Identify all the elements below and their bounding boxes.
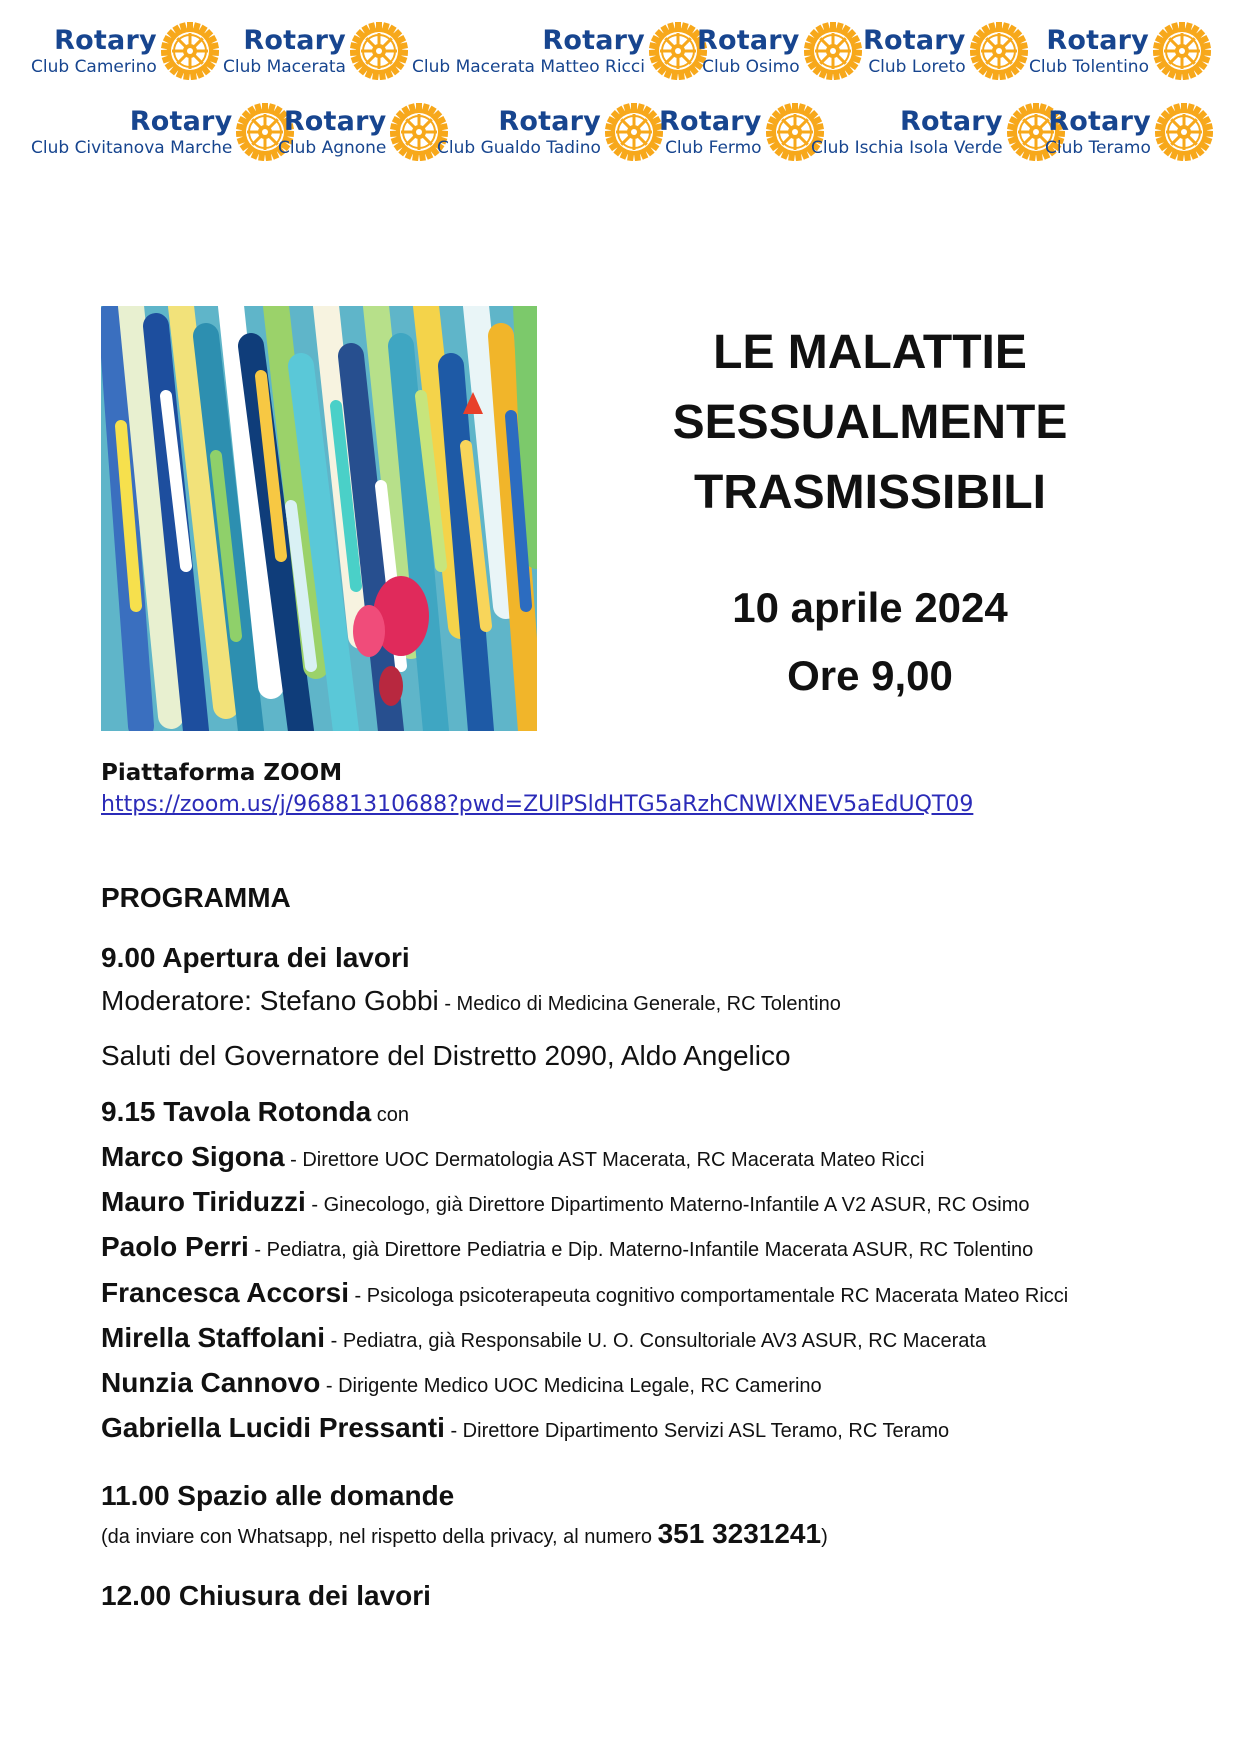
speaker-role: - Psicologa psicoterapeuta cognitivo comportamentale RC Macerata Mateo Ricci bbox=[349, 1285, 1069, 1307]
rotary-wheel-icon bbox=[605, 103, 663, 161]
club-name: Club Ischia Isola Verde bbox=[811, 137, 1003, 158]
logo-rotary-club-fermo bbox=[659, 99, 824, 165]
club-name: Club Civitanova Marche bbox=[31, 137, 233, 158]
speaker-role: - Dirigente Medico UOC Medicina Legale, RC Camerino bbox=[320, 1375, 822, 1397]
club-name: Club Loreto bbox=[868, 56, 966, 77]
speaker-name: Francesca Accorsi bbox=[101, 1277, 349, 1308]
rotary-wordmark: Rotary bbox=[900, 105, 1003, 137]
rotary-wheel-icon bbox=[350, 22, 408, 80]
event-time: Ore 9,00 bbox=[787, 652, 953, 699]
title-line-1: LE MALATTIE bbox=[713, 326, 1027, 379]
questions-item: 11.00 Spazio alle domande bbox=[101, 1480, 455, 1511]
logo-rotary-club-macerata bbox=[223, 18, 408, 84]
logo-rotary-club-camerino bbox=[31, 18, 219, 84]
speaker-name: Mauro Tiriduzzi bbox=[101, 1186, 306, 1217]
speaker-role: - Direttore Dipartimento Servizi ASL Teramo, RC Teramo bbox=[444, 1420, 950, 1442]
logo-rotary-club-ischia-isola-verde bbox=[811, 99, 1065, 165]
moderator-role: - Medico di Medicina Generale, RC Tolentino bbox=[438, 993, 841, 1015]
speaker-row bbox=[101, 1367, 822, 1399]
speaker-role: - Ginecologo, già Direttore Dipartimento Materno-Infantile A V2 ASUR, RC Osimo bbox=[305, 1194, 1030, 1216]
speaker-row bbox=[101, 1141, 924, 1173]
speaker-row bbox=[101, 1322, 986, 1354]
speaker-name: Marco Sigona bbox=[101, 1141, 285, 1172]
speaker-row bbox=[101, 1186, 1029, 1218]
club-name: Club Agnone bbox=[278, 137, 387, 158]
rotary-wordmark: Rotary bbox=[283, 105, 387, 137]
rotary-wordmark: Rotary bbox=[498, 105, 601, 137]
round-table-con: con bbox=[371, 1104, 410, 1126]
programma-heading: PROGRAMMA bbox=[101, 882, 291, 913]
rotary-wordmark: Rotary bbox=[1046, 24, 1149, 56]
questions-note-text: (da inviare con Whatsapp, nel rispetto della privacy, al numero bbox=[101, 1526, 658, 1548]
rotary-wordmark: Rotary bbox=[697, 24, 800, 56]
speaker-row bbox=[101, 1231, 1033, 1263]
speaker-name: Nunzia Cannovo bbox=[101, 1367, 321, 1398]
logo-rotary-club-loreto bbox=[863, 18, 1028, 84]
logo-rotary-club-tolentino bbox=[1029, 18, 1211, 84]
speaker-name: Gabriella Lucidi Pressanti bbox=[101, 1412, 445, 1443]
event-date-block bbox=[620, 574, 1120, 710]
speaker-role: - Direttore UOC Dermatologia AST Macerata, RC Macerata Mateo Ricci bbox=[284, 1149, 925, 1171]
speaker-row bbox=[101, 1277, 1068, 1309]
rotary-wordmark: Rotary bbox=[129, 105, 233, 137]
rotary-wordmark: Rotary bbox=[863, 24, 966, 56]
rotary-wordmark: Rotary bbox=[54, 24, 157, 56]
questions-note bbox=[101, 1518, 828, 1550]
event-title bbox=[620, 318, 1120, 528]
logo-rotary-club-osimo bbox=[697, 18, 862, 84]
moderator-name: Moderatore: Stefano Gobbi bbox=[101, 985, 439, 1016]
speaker-role: - Pediatra, già Responsabile U. O. Consultoriale AV3 ASUR, RC Macerata bbox=[325, 1330, 987, 1352]
round-table-item bbox=[101, 1096, 409, 1128]
title-line-3: TRASMISSIBILI bbox=[693, 466, 1046, 519]
rotary-wheel-icon bbox=[1153, 22, 1211, 80]
abstract-painting-image bbox=[101, 306, 537, 731]
event-date: 10 aprile 2024 bbox=[732, 584, 1008, 631]
club-name: Club Gualdo Tadino bbox=[437, 137, 601, 158]
round-table-title: 9.15 Tavola Rotonda bbox=[101, 1096, 372, 1127]
rotary-wordmark: Rotary bbox=[1048, 105, 1151, 137]
zoom-link[interactable]: https://zoom.us/j/96881310688?pwd=ZUlPSldHTG5aRzhCNWlXNEV5aEdUQT09 bbox=[101, 792, 974, 817]
logo-rotary-club-civitanova-marche bbox=[31, 99, 294, 165]
club-name: Club Macerata bbox=[223, 56, 346, 77]
rotary-wordmark: Rotary bbox=[659, 105, 762, 137]
opening-item: 9.00 Apertura dei lavori bbox=[101, 942, 410, 973]
rotary-wordmark: Rotary bbox=[542, 24, 645, 56]
speaker-name: Paolo Perri bbox=[101, 1231, 249, 1262]
logo-rotary-club-agnone bbox=[278, 99, 448, 165]
rotary-wheel-icon bbox=[1155, 103, 1213, 161]
logo-rotary-club-gualdo-tadino bbox=[437, 99, 663, 165]
speaker-row bbox=[101, 1412, 949, 1444]
questions-note-end: ) bbox=[821, 1526, 828, 1548]
rotary-wheel-icon bbox=[804, 22, 862, 80]
club-name: Club Fermo bbox=[665, 137, 762, 158]
club-name: Club Teramo bbox=[1045, 137, 1151, 158]
logo-rotary-club-teramo bbox=[1045, 99, 1213, 165]
rotary-wheel-icon bbox=[970, 22, 1028, 80]
club-name: Club Tolentino bbox=[1029, 56, 1149, 77]
club-name: Club Camerino bbox=[31, 56, 157, 77]
closing-item: 12.00 Chiusura dei lavori bbox=[101, 1580, 431, 1611]
club-name: Club Osimo bbox=[702, 56, 800, 77]
rotary-wheel-icon bbox=[161, 22, 219, 80]
speaker-role: - Pediatra, già Direttore Pediatria e Dip. Materno-Infantile Macerata ASUR, RC Tolentino bbox=[248, 1239, 1034, 1261]
club-name: Club Macerata Matteo Ricci bbox=[412, 56, 645, 77]
speaker-name: Mirella Staffolani bbox=[101, 1322, 326, 1353]
whatsapp-number: 351 3231241 bbox=[657, 1518, 822, 1549]
rotary-wordmark: Rotary bbox=[243, 24, 346, 56]
title-line-2: SESSUALMENTE bbox=[672, 396, 1068, 449]
platform-label: Piattaforma ZOOM bbox=[101, 760, 343, 786]
moderator-line bbox=[101, 985, 841, 1017]
logo-rotary-club-macerata-matteo-ricci bbox=[412, 18, 707, 84]
greetings-line: Saluti del Governatore del Distretto 2090, Aldo Angelico bbox=[101, 1040, 791, 1071]
